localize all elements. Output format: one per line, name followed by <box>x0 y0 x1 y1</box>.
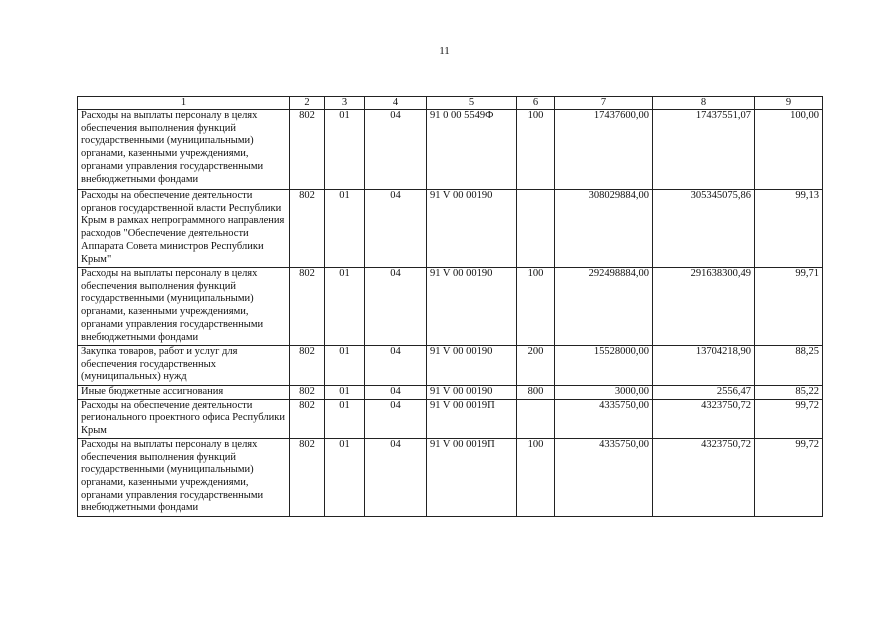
expense-type-code: 800 <box>517 386 555 400</box>
subsection-code: 04 <box>365 190 427 268</box>
table-header-row <box>78 97 823 110</box>
column-header: 1 <box>78 97 290 110</box>
section-code: 01 <box>325 386 365 400</box>
planned-amount: 308029884,00 <box>555 190 653 268</box>
expense-type-code: 100 <box>517 110 555 190</box>
actual-amount: 291638300,49 <box>653 268 755 346</box>
table-row <box>78 190 823 268</box>
column-header: 6 <box>517 97 555 110</box>
table-row <box>78 346 823 386</box>
page-number: 11 <box>439 45 450 57</box>
ministry-code: 802 <box>290 386 325 400</box>
expense-type-code: 100 <box>517 268 555 346</box>
column-header: 5 <box>427 97 517 110</box>
section-code: 01 <box>325 399 365 438</box>
planned-amount: 17437600,00 <box>555 110 653 190</box>
execution-percent: 85,22 <box>755 386 823 400</box>
expense-name: Расходы на выплаты персоналу в целях обеспечения выполнения функций государственными (муниципальными) органами, казенными учреждениями, органами управления государственными внебюджетными фондами <box>78 110 290 190</box>
section-code: 01 <box>325 190 365 268</box>
expense-name: Расходы на обеспечение деятельности органов государственной власти Республики Крым в рамках непрограммного направления расходов "Обеспечение деятельности Аппарата Совета министров Республики Крым" <box>78 190 290 268</box>
target-article-code: 91 0 00 5549Ф <box>427 110 517 190</box>
column-header: 8 <box>653 97 755 110</box>
section-code: 01 <box>325 110 365 190</box>
ministry-code: 802 <box>290 190 325 268</box>
execution-percent: 99,13 <box>755 190 823 268</box>
expense-name: Расходы на выплаты персоналу в целях обеспечения выполнения функций государственными (муниципальными) органами, казенными учреждениями, органами управления государственными внебюджетными фондами <box>78 438 290 516</box>
expense-type-code: 200 <box>517 346 555 386</box>
target-article-code: 91 V 00 0019П <box>427 438 517 516</box>
actual-amount: 17437551,07 <box>653 110 755 190</box>
ministry-code: 802 <box>290 110 325 190</box>
ministry-code: 802 <box>290 399 325 438</box>
actual-amount: 305345075,86 <box>653 190 755 268</box>
subsection-code: 04 <box>365 386 427 400</box>
expense-name: Иные бюджетные ассигнования <box>78 386 290 400</box>
expense-name: Закупка товаров, работ и услуг для обеспечения государственных (муниципальных) нужд <box>78 346 290 386</box>
column-header: 9 <box>755 97 823 110</box>
ministry-code: 802 <box>290 346 325 386</box>
table-row <box>78 399 823 438</box>
expense-type-code <box>517 399 555 438</box>
section-code: 01 <box>325 438 365 516</box>
subsection-code: 04 <box>365 268 427 346</box>
expense-name: Расходы на выплаты персоналу в целях обеспечения выполнения функций государственными (муниципальными) органами, казенными учреждениями, органами управления государственными внебюджетными фондами <box>78 268 290 346</box>
section-code: 01 <box>325 268 365 346</box>
execution-percent: 99,72 <box>755 399 823 438</box>
subsection-code: 04 <box>365 346 427 386</box>
target-article-code: 91 V 00 0019П <box>427 399 517 438</box>
table-row <box>78 110 823 190</box>
target-article-code: 91 V 00 00190 <box>427 346 517 386</box>
column-header: 7 <box>555 97 653 110</box>
target-article-code: 91 V 00 00190 <box>427 386 517 400</box>
planned-amount: 15528000,00 <box>555 346 653 386</box>
actual-amount: 2556,47 <box>653 386 755 400</box>
ministry-code: 802 <box>290 268 325 346</box>
column-header: 2 <box>290 97 325 110</box>
execution-percent: 99,71 <box>755 268 823 346</box>
subsection-code: 04 <box>365 110 427 190</box>
target-article-code: 91 V 00 00190 <box>427 190 517 268</box>
column-header: 3 <box>325 97 365 110</box>
planned-amount: 4335750,00 <box>555 438 653 516</box>
budget-table <box>77 96 823 517</box>
expense-type-code <box>517 190 555 268</box>
table-row <box>78 438 823 516</box>
expense-type-code: 100 <box>517 438 555 516</box>
target-article-code: 91 V 00 00190 <box>427 268 517 346</box>
expense-name: Расходы на обеспечение деятельности регионального проектного офиса Республики Крым <box>78 399 290 438</box>
ministry-code: 802 <box>290 438 325 516</box>
actual-amount: 4323750,72 <box>653 438 755 516</box>
table-row <box>78 268 823 346</box>
execution-percent: 88,25 <box>755 346 823 386</box>
table-row <box>78 386 823 400</box>
actual-amount: 4323750,72 <box>653 399 755 438</box>
planned-amount: 3000,00 <box>555 386 653 400</box>
execution-percent: 100,00 <box>755 110 823 190</box>
actual-amount: 13704218,90 <box>653 346 755 386</box>
column-header: 4 <box>365 97 427 110</box>
execution-percent: 99,72 <box>755 438 823 516</box>
planned-amount: 4335750,00 <box>555 399 653 438</box>
subsection-code: 04 <box>365 438 427 516</box>
planned-amount: 292498884,00 <box>555 268 653 346</box>
subsection-code: 04 <box>365 399 427 438</box>
section-code: 01 <box>325 346 365 386</box>
